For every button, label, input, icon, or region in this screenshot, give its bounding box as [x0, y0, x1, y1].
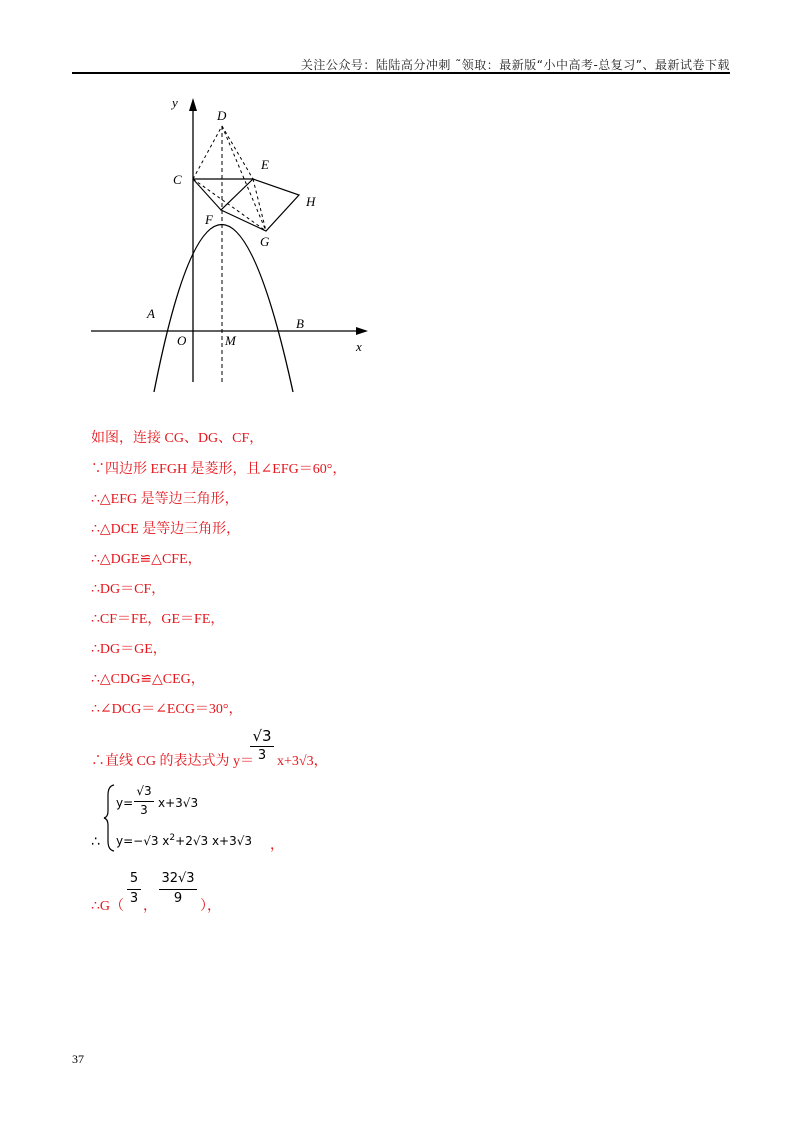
system-eq2: [116, 833, 252, 848]
label-o: O: [177, 333, 187, 348]
system-eq2-main: y=−√3 x: [116, 834, 170, 848]
segment-cf: [193, 179, 221, 210]
system-therefore: ∴: [91, 834, 100, 850]
solution-line-11-prefix: ∴直线 CG 的表达式为 y＝: [91, 754, 254, 769]
label-x: x: [356, 339, 362, 354]
solution-line-4: ∴△DCE 是等边三角形，: [91, 522, 241, 537]
label-a: A: [147, 306, 155, 321]
label-b: B: [296, 316, 304, 331]
system-comma: ，: [270, 838, 284, 853]
system-brace: [103, 783, 117, 853]
line-11-frac-den: 3: [257, 748, 267, 763]
parabola-figure: [88, 92, 378, 402]
header-rule: [72, 72, 730, 74]
solution-line-1: 如图，连接 CG、DG、CF，: [91, 431, 264, 446]
solution-line-10: ∴∠DCG＝∠ECG＝30°，: [91, 702, 243, 717]
g-x-bar: [127, 889, 141, 890]
solution-line-7: ∴CF＝FE，GE＝FE，: [91, 612, 225, 627]
label-d: D: [217, 108, 227, 123]
page-header: 关注公众号：陆陆高分冲刺 ˜领取：最新版“小中高考-总复习”、最新试卷下载: [300, 58, 730, 72]
g-prefix: ∴G（: [91, 899, 125, 914]
figure-svg: [88, 92, 378, 402]
line-11-frac-num: √3: [252, 727, 272, 745]
line-11-frac-bar: [250, 746, 274, 747]
x-axis-arrow: [356, 327, 368, 335]
system-eq1-num: √3: [136, 784, 152, 798]
g-suffix: ），: [200, 899, 221, 914]
solution-line-5: ∴△DGE≌△CFE，: [91, 552, 202, 567]
system-eq2-exp: 2: [169, 833, 176, 843]
system-eq1-suffix: x+3√3: [158, 796, 199, 810]
label-e: E: [261, 157, 269, 172]
g-y-bar: [159, 889, 197, 890]
label-h: H: [306, 194, 316, 209]
label-m: M: [225, 333, 236, 348]
g-x-den: 3: [129, 891, 139, 906]
solution-line-8: ∴DG＝GE，: [91, 642, 167, 657]
label-f: F: [205, 212, 213, 227]
segment-cd: [193, 126, 222, 179]
g-x-num: 5: [129, 871, 139, 886]
g-y-den: 9: [173, 891, 183, 906]
system-eq1-bar: [134, 801, 154, 802]
segment-de: [222, 126, 253, 179]
system-eq1-den: 3: [140, 803, 148, 817]
y-axis-arrow: [189, 98, 197, 111]
system-eq1-prefix: y=: [116, 796, 134, 810]
solution-line-3: ∴△EFG 是等边三角形，: [91, 492, 239, 507]
solution-line-6: ∴DG＝CF，: [91, 582, 166, 597]
g-sep: ，: [143, 899, 157, 914]
solution-line-2: ∵四边形 EFGH 是菱形，且∠EFG＝60°，: [91, 462, 347, 477]
solution-line-11-suffix: x+3√3，: [277, 754, 328, 769]
label-g: G: [260, 234, 270, 249]
label-y: y: [172, 95, 178, 110]
page-number: 37: [72, 1052, 84, 1066]
label-c: C: [173, 172, 182, 187]
system-eq2-rest: +2√3 x+3√3: [175, 834, 253, 848]
parabola: [154, 225, 293, 393]
solution-line-9: ∴△CDG≌△CEG，: [91, 672, 205, 687]
g-y-num: 32√3: [161, 871, 195, 886]
